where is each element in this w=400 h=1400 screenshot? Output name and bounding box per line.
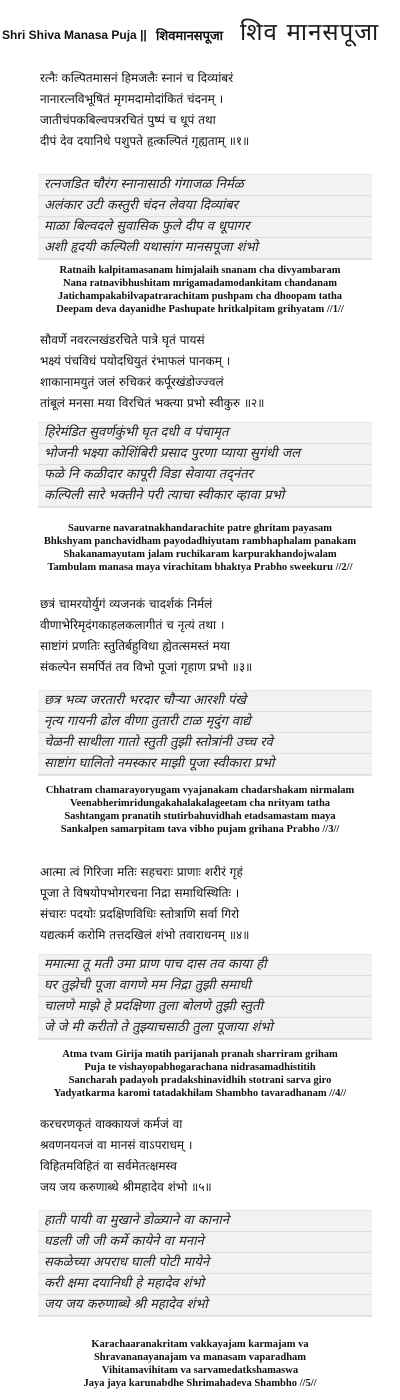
verse-3-handwritten-marathi <box>38 690 372 776</box>
verse-1-handwritten-line: अलंकार उटी कस्तुरी चंदन लेवया दिव्यांबर <box>38 196 372 217</box>
verse-5-handwritten-line: करी क्षमा दयानिधी हे महादेव शंभो <box>38 1274 372 1295</box>
verse-2-handwritten-marathi <box>38 422 372 508</box>
verse-3-handwritten-line: चेळनी साथीला गातो स्तुती तुझी स्तोत्रांनी उच्च रवे <box>38 733 372 754</box>
verse-1-sanskrit <box>40 68 396 152</box>
verse-5-handwritten-line: जय जय करुणाब्धे श्री महादेव शंभो <box>38 1295 372 1316</box>
document-header <box>0 18 400 58</box>
verse-1-handwritten-line: रत्नजडित चौरंग स्नानासाठी गंगाजळ निर्मळ <box>38 175 372 196</box>
verse-3-transliteration <box>0 784 400 836</box>
verse-5-transliteration <box>0 1338 400 1390</box>
verse-4-translit-line: Atma tvam Girija matih parijanah pranah sharriram griham <box>62 1049 338 1060</box>
verse-3-sanskrit <box>40 594 396 678</box>
verse-3-translit-line: Sankalpen samarpitam tava vibho pujam grihana Prabho //3// <box>60 824 340 835</box>
verse-5-sanskrit-line: श्रवणनयनजं वा मानसं वाऽपराधम् । <box>40 1138 193 1152</box>
verse-1-translit-line: Nana ratnavibhushitam mrigamadamodankitam chandanam <box>63 278 337 289</box>
title-divider: || <box>140 28 147 42</box>
title-latin-text: Shri Shiva Manasa Puja <box>2 28 137 42</box>
verse-1-handwritten-line: माळा बिल्वदले सुवासिक फुले दीप व धूपागर <box>38 217 372 238</box>
verse-4-handwritten-line: ममात्मा तू मती उमा प्राण पाच दास तव काया ही <box>38 955 372 976</box>
verse-1-handwritten-marathi <box>38 174 372 260</box>
verse-2-handwritten-line: भोजनी भक्ष्या कोशिंबिरी प्रसाद पुरणा प्याया सुगंधी जल <box>38 444 372 465</box>
verse-3-translit-line: Sashtangam pranatih stutirbahuvidhah etadsamastam maya <box>64 811 336 822</box>
verse-4-sanskrit-line: यद्यत्कर्म करोमि तत्तदखिलं शंभो तवाराधनम् ॥४॥ <box>40 928 250 942</box>
verse-4-handwritten-marathi <box>38 954 372 1040</box>
verse-3-sanskrit-line: वीणाभेरिमृदंगकाहलकलागीतं च नृत्यं तथा । <box>40 618 225 632</box>
title-latin <box>2 28 147 42</box>
verse-2-handwritten-line: कल्पिली सारे भक्तीने परी त्याचा स्वीकार व्हावा प्रभो <box>38 486 372 507</box>
verse-2-sanskrit-line: भक्ष्यं पंचविधं पयोदधियुतं रंभाफलं पानकम् । <box>40 354 231 368</box>
verse-5-sanskrit-line: जय जय करुणाब्धे श्रीमहादेव शंभो ॥५॥ <box>40 1180 212 1194</box>
verse-1-handwritten-line: अशी हृदयी कल्पिली यथासांग मानसपूजा शंभो <box>38 238 372 259</box>
verse-2-translit-line: Bhkshyam panchavidham payodadhiyutam rambhaphalam panakam <box>43 536 357 547</box>
verse-5-translit-line: Karachaaranakritam vakkayajam karmajam va <box>91 1339 309 1350</box>
verse-4-handwritten-line: जे जे मी करीतो ते तुझ्याचसाठी तुला पूजाया शंभो <box>38 1018 372 1039</box>
verse-5-sanskrit-line: करचरणकृतं वाक्कायजं कर्मजं वा <box>40 1117 183 1131</box>
verse-5-sanskrit-line: विहितमविहितं वा सर्वमेतत्क्षमस्व <box>40 1159 177 1173</box>
verse-5-sanskrit <box>40 1114 396 1198</box>
verse-2-sanskrit-line: शाकानामयुतं जलं रुचिकरं कर्पूरखंडोज्ज्वलं <box>40 375 224 389</box>
verse-2-translit-line: Sauvarne navaratnakhandarachite patre ghritam payasam <box>67 523 333 534</box>
verse-5-handwritten-line: घडली जी जी कर्मे कायेने वा मनाने <box>38 1232 372 1253</box>
verse-2-handwritten-line: फळे नि कळीदार कापूरी विडा सेवाया तद्नंतर <box>38 465 372 486</box>
verse-5-handwritten-marathi <box>38 1210 372 1317</box>
verse-3-handwritten-line: नृत्य गायनी ढोल वीणा तुतारी टाळ मृदुंग वाद्ये <box>38 712 372 733</box>
verse-2-translit-line: Shakanamayutam jalam ruchikaram karpurakhandojwalam <box>63 549 337 560</box>
verse-3-sanskrit-line: छत्रं चामरयोर्युगं व्यजनकं चादर्शकं निर्मलं <box>40 597 213 611</box>
verse-2-sanskrit-line: तांबूलं मनसा मया विरचितं भक्त्या प्रभो स्वीकुरु ॥२॥ <box>40 396 265 410</box>
verse-5-translit-line: Shravananayanajam va manasam vaparadham <box>93 1352 307 1363</box>
verse-4-sanskrit <box>40 862 396 946</box>
verse-5-handwritten-line: सकळेच्या अपराध घाली पोटी मायेने <box>38 1253 372 1274</box>
verse-3-translit-line: Chhatram chamarayoryugam vyajanakam chadarshakam nirmalam <box>45 785 355 796</box>
verse-5-translit-line: Vihitamavihitam va sarvamedatkshamaswa <box>101 1365 299 1376</box>
verse-4-translit-line: Puja te vishayopabhogarachana nidrasamadhistitih <box>84 1062 316 1073</box>
verse-4-transliteration <box>0 1048 400 1100</box>
verse-4-handwritten-line: चालणे माझे हे प्रदक्षिणा तुला बोलणे तुझी स्तुती <box>38 997 372 1018</box>
verse-4-translit-line: Sancharah padayoh pradakshinavidhih stotrani sarva giro <box>68 1075 332 1086</box>
verse-1-sanskrit-line: रत्नैः कल्पितमासनं हिमजलैः स्नानं च दिव्यांबरं <box>40 71 234 85</box>
verse-4-sanskrit-line: संचारः पदयोः प्रदक्षिणविधिः स्तोत्राणि सर्वा गिरो <box>40 907 240 921</box>
verse-2-translit-line: Tambulam manasa maya virachitam bhaktya Prabho sweekuru //2// <box>47 562 353 573</box>
verse-3-sanskrit-line: साष्टांगं प्रणतिः स्तुतिर्बहुविधा ह्येतत्समस्तं मया <box>40 639 230 653</box>
verse-1-sanskrit-line: नानारत्नविभूषितं मृगमदामोदांकितं चंदनम् । <box>40 92 224 106</box>
verse-3-handwritten-line: छत्र भव्य जरतारी भरदार चौऱ्या आरशी पंखे <box>38 691 372 712</box>
title-brush-script: शिव मानसपूजा <box>240 18 380 46</box>
verse-2-sanskrit <box>40 330 396 414</box>
verse-1-translit-line: Deepam deva dayanidhe Pashupate hritkalpitam grihyatam //1// <box>56 304 344 315</box>
verse-4-handwritten-line: घर तुझेची पूजा वागणे मम निद्रा तुझी समाधी <box>38 976 372 997</box>
verse-2-transliteration <box>0 522 400 574</box>
verse-3-sanskrit-line: संकल्पेन समर्पितं तव विभो पूजां गृहाण प्रभो ॥३॥ <box>40 660 253 674</box>
verse-2-handwritten-line: हिरेमंडित सुवर्णकुंभी घृत दधी व पंचामृत <box>38 423 372 444</box>
verse-4-translit-line: Yadyatkarma karomi tatadakhilam Shambho tavaradhanam //4// <box>53 1088 347 1099</box>
verse-3-handwritten-line: साष्टांग घालितो नमस्कार माझी पूजा स्वीकारा प्रभो <box>38 754 372 775</box>
verse-1-translit-line: Jatichampakabilvapatrarachitam pushpam cha dhoopam tatha <box>57 291 343 302</box>
verse-1-sanskrit-line: जातीचंपकबिल्वपत्ररचितं पुष्पं च धूपं तथा <box>40 113 216 127</box>
verse-5-translit-line: Jaya jaya karunabdhe Shrimahadeva Shambho //5// <box>83 1378 317 1389</box>
verse-4-sanskrit-line: आत्मा त्वं गिरिजा मतिः सहचराः प्राणाः शरीरं गृहं <box>40 865 243 879</box>
verse-1-sanskrit-line: दीपं देव दयानिधे पशुपते हृत्कल्पितं गृह्यताम् ॥१॥ <box>40 134 250 148</box>
title-devanagari: शिवमानसपूजा <box>156 29 223 44</box>
verse-5-handwritten-line: हाती पायी वा मुखाने डोळ्याने वा कानाने <box>38 1211 372 1232</box>
verse-1-transliteration <box>0 264 400 316</box>
verse-2-sanskrit-line: सौवर्णे नवरत्नखंडरचिते पात्रे घृतं पायसं <box>40 333 205 347</box>
verse-1-translit-line: Ratnaih kalpitamasanam himjalaih snanam cha divyambaram <box>59 265 341 276</box>
verse-3-translit-line: Veenabherimridungakahalakalageetam cha nrityam tatha <box>69 798 331 809</box>
verse-4-sanskrit-line: पूजा ते विषयोपभोगरचना निद्रा समाधिस्थितिः । <box>40 886 240 900</box>
